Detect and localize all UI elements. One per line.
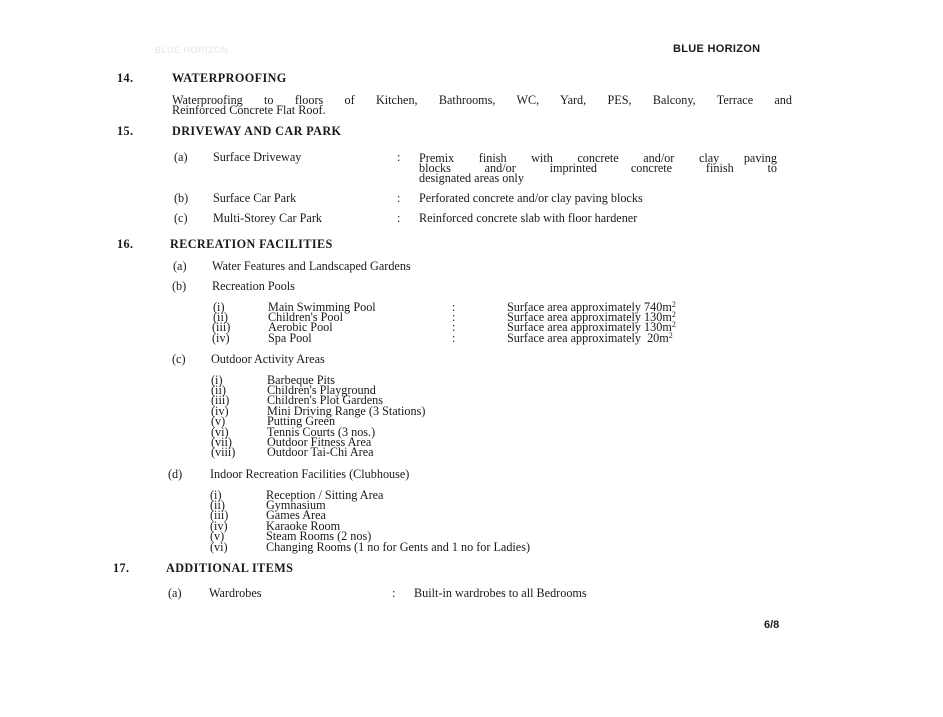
carpark-item-sep: : bbox=[397, 191, 401, 205]
pool-area-sup: 2 bbox=[671, 310, 676, 319]
driveway-item-name: Surface Driveway bbox=[213, 150, 302, 164]
pool-area-text: Surface area approximately 130m bbox=[507, 320, 672, 334]
outdoor-item-name: Outdoor Fitness Area bbox=[267, 435, 372, 449]
recreation-pools-label: (b) bbox=[172, 279, 187, 293]
section-17-number: 17. bbox=[113, 561, 130, 575]
section-15-title: DRIVEWAY AND CAR PARK bbox=[172, 124, 342, 138]
pool-area-text: Surface area approximately 740m bbox=[507, 300, 672, 314]
indoor-item-name: Steam Rooms (2 nos) bbox=[266, 529, 372, 543]
ghost-header-text: BLUE HORIZON bbox=[155, 45, 229, 55]
outdoor-item-number: (i) bbox=[211, 373, 223, 387]
pool-area-sup: 2 bbox=[668, 331, 673, 340]
water-features-label: (a) bbox=[173, 259, 187, 273]
outdoor-item-number: (iv) bbox=[211, 404, 229, 418]
pool-sep: : bbox=[452, 331, 456, 345]
outdoor-item-name: Putting Green bbox=[267, 414, 336, 428]
pool-number: (iv) bbox=[212, 331, 230, 345]
section-14-line-2: Reinforced Concrete Flat Roof. bbox=[172, 103, 326, 117]
pool-sep: : bbox=[452, 320, 456, 334]
indoor-facilities-name: Indoor Recreation Facilities (Clubhouse) bbox=[210, 467, 410, 481]
outdoor-item-name: Outdoor Tai-Chi Area bbox=[267, 445, 374, 459]
multistorey-item-sep: : bbox=[397, 211, 401, 225]
outdoor-item-name: Children's Playground bbox=[267, 383, 376, 397]
pool-number: (i) bbox=[213, 300, 225, 314]
section-14-line-1: Waterproofing to floors of Kitchen, Bathrooms, WC, Yard, PES, Balcony, Terrace and bbox=[172, 93, 792, 107]
indoor-item-number: (vi) bbox=[210, 540, 228, 554]
multistorey-item-name: Multi-Storey Car Park bbox=[213, 211, 322, 225]
indoor-item-name: Changing Rooms (1 no for Gents and 1 no for Ladies) bbox=[266, 540, 531, 554]
pool-area-sup: 2 bbox=[671, 300, 676, 309]
pool-area bbox=[507, 333, 673, 344]
outdoor-item-name: Barbeque Pits bbox=[267, 373, 336, 387]
outdoor-item-name: Children's Plot Gardens bbox=[267, 393, 383, 407]
document-header: BLUE HORIZON bbox=[673, 43, 761, 55]
pool-area-text: Surface area approximately 130m bbox=[507, 310, 672, 324]
pool-area-sup: 2 bbox=[671, 320, 676, 329]
section-15-number: 15. bbox=[117, 124, 134, 138]
recreation-pools-name: Recreation Pools bbox=[212, 279, 295, 293]
outdoor-item-number: (viii) bbox=[211, 445, 236, 459]
outdoor-item-name: Mini Driving Range (3 Stations) bbox=[267, 404, 426, 418]
page-number: 6/8 bbox=[764, 619, 780, 631]
driveway-item-sep: : bbox=[397, 150, 401, 164]
multistorey-item-label: (c) bbox=[174, 211, 188, 225]
outdoor-item-number: (v) bbox=[211, 414, 226, 428]
outdoor-areas-label: (c) bbox=[172, 352, 186, 366]
indoor-item-number: (v) bbox=[210, 529, 225, 543]
multistorey-item-value: Reinforced concrete slab with floor hardener bbox=[419, 211, 638, 225]
indoor-item-number: (i) bbox=[210, 488, 222, 502]
pool-name: Aerobic Pool bbox=[268, 320, 333, 334]
indoor-item-number: (ii) bbox=[210, 498, 225, 512]
wardrobes-name: Wardrobes bbox=[209, 586, 262, 600]
pool-number: (iii) bbox=[212, 320, 231, 334]
pool-name: Main Swimming Pool bbox=[268, 300, 376, 314]
wardrobes-sep: : bbox=[392, 586, 396, 600]
outdoor-item-number: (ii) bbox=[211, 383, 226, 397]
wardrobes-value: Built-in wardrobes to all Bedrooms bbox=[414, 586, 587, 600]
driveway-item-label: (a) bbox=[174, 150, 188, 164]
indoor-facilities-label: (d) bbox=[168, 467, 183, 481]
indoor-item-name: Games Area bbox=[266, 508, 326, 522]
indoor-item-name: Gymnasium bbox=[266, 498, 326, 512]
pool-name: Children's Pool bbox=[268, 310, 343, 324]
section-14-title: WATERPROOFING bbox=[172, 71, 287, 85]
outdoor-item-number: (iii) bbox=[211, 393, 230, 407]
pool-sep: : bbox=[452, 300, 456, 314]
indoor-item-number: (iv) bbox=[210, 519, 228, 533]
driveway-desc-line-2: blocks and/or imprinted concrete finish to bbox=[419, 161, 777, 175]
pool-sep: : bbox=[452, 310, 456, 324]
carpark-item-name: Surface Car Park bbox=[213, 191, 297, 205]
indoor-item-name: Reception / Sitting Area bbox=[266, 488, 384, 502]
indoor-item-name: Karaoke Room bbox=[266, 519, 341, 533]
water-features-name: Water Features and Landscaped Gardens bbox=[212, 259, 411, 273]
wardrobes-label: (a) bbox=[168, 586, 182, 600]
pool-number: (ii) bbox=[213, 310, 228, 324]
outdoor-areas-name: Outdoor Activity Areas bbox=[211, 352, 325, 366]
outdoor-item-number: (vi) bbox=[211, 425, 229, 439]
driveway-desc-line-3: designated areas only bbox=[419, 171, 524, 185]
outdoor-item-name: Tennis Courts (3 nos.) bbox=[267, 425, 376, 439]
driveway-desc-line-1: Premix finish with concrete and/or clay paving bbox=[419, 151, 777, 165]
pool-area-text: Surface area approximately 20m bbox=[507, 331, 669, 345]
section-17-title: ADDITIONAL ITEMS bbox=[166, 561, 294, 575]
carpark-item-value: Perforated concrete and/or clay paving blocks bbox=[419, 191, 643, 205]
carpark-item-label: (b) bbox=[174, 191, 189, 205]
section-14-number: 14. bbox=[117, 71, 134, 85]
section-16-number: 16. bbox=[117, 237, 134, 251]
section-16-title: RECREATION FACILITIES bbox=[170, 237, 333, 251]
indoor-item-number: (iii) bbox=[210, 508, 229, 522]
pool-name: Spa Pool bbox=[268, 331, 312, 345]
outdoor-item-number: (vii) bbox=[211, 435, 232, 449]
